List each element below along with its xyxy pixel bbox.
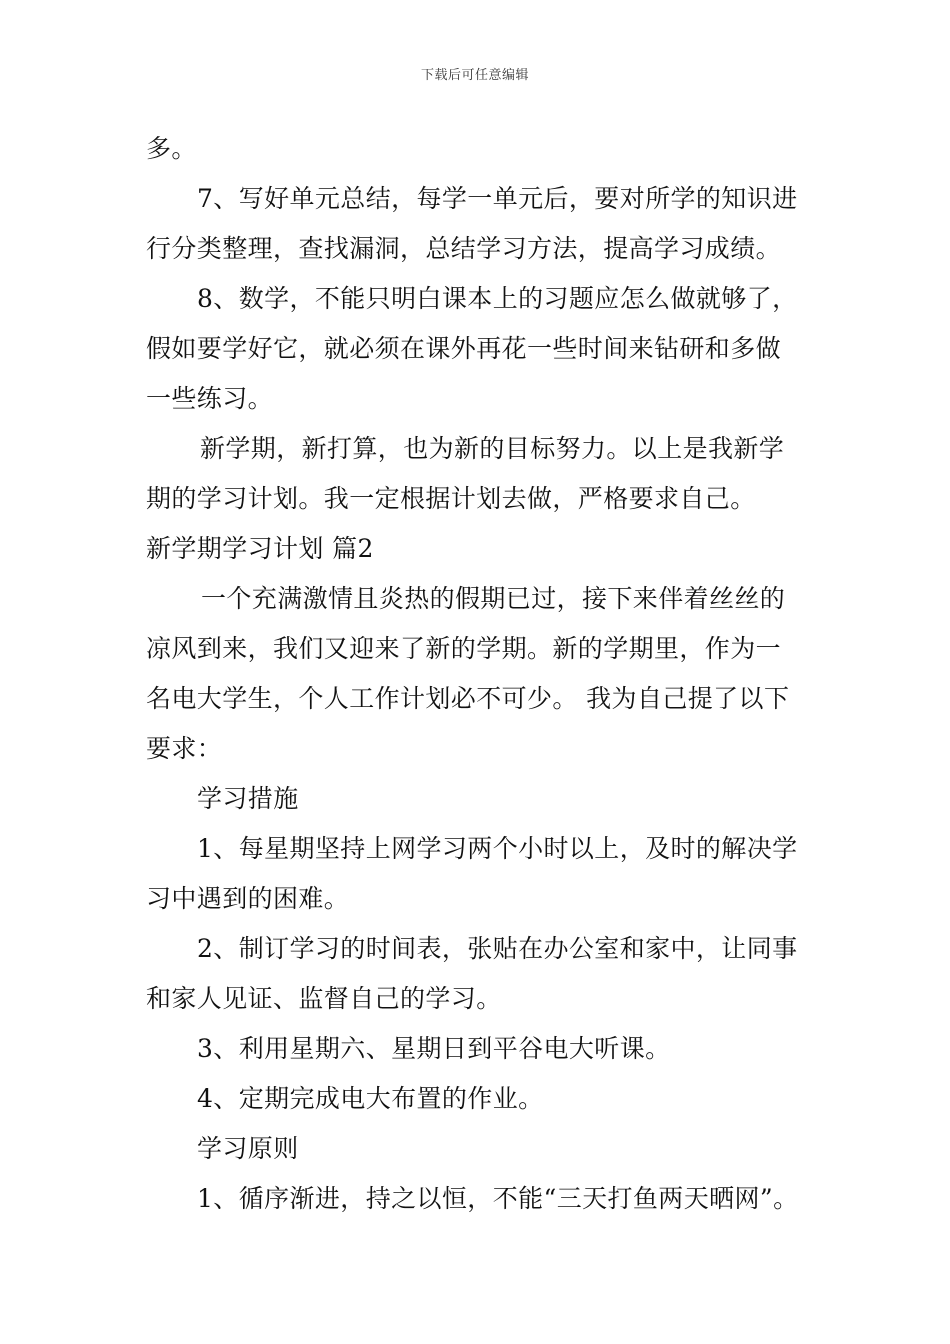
subheading: 学习原则 (197, 1134, 299, 1163)
text-line: 1、循序渐进，持之以恒，不能“三天打鱼两天晒网”。 (197, 1184, 799, 1213)
text-line: 3、利用星期六、星期日到平谷电大听课。 (197, 1034, 671, 1063)
text-line: 期的学习计划。我一定根据计划去做，严格要求自己。 (146, 484, 756, 513)
text-line: 凉风到来，我们又迎来了新的学期。新的学期里，作为一 (146, 634, 782, 663)
text-line: 多。 (146, 134, 197, 163)
text-line: 8、数学，不能只明白课本上的习题应怎么做就够了， (197, 284, 798, 313)
text-line: 2、制订学习的时间表，张贴在办公室和家中，让同事 (197, 934, 798, 963)
text-line: 行分类整理，查找漏洞，总结学习方法，提高学习成绩。 (146, 234, 782, 263)
text-line: 和家人见证、监督自己的学习。 (146, 984, 502, 1013)
text-line: 7、写好单元总结，每学一单元后，要对所学的知识进 (197, 184, 798, 213)
subheading: 学习措施 (197, 784, 299, 813)
page-header: 下载后可任意编辑 (420, 68, 529, 83)
text-line: 4、定期完成电大布置的作业。 (197, 1084, 544, 1113)
text-line: 一个充满激情且炎热的假期已过，接下来伴着丝丝的 (201, 584, 786, 613)
text-line: 习中遇到的困难。 (146, 884, 350, 913)
section-title: 新学期学习计划 篇2 (146, 534, 374, 563)
text-line: 1、每星期坚持上网学习两个小时以上，及时的解决学 (197, 834, 798, 863)
text-line: 一些练习。 (146, 384, 274, 413)
text-line: 名电大学生，个人工作计划必不可少。 我为自己提了以下 (146, 684, 790, 713)
text-line: 假如要学好它，就必须在课外再花一些时间来钻研和多做 (146, 334, 782, 363)
text-line: 要求： (146, 734, 223, 763)
text-line: 新学期，新打算，也为新的目标努力。以上是我新学 (200, 434, 785, 463)
